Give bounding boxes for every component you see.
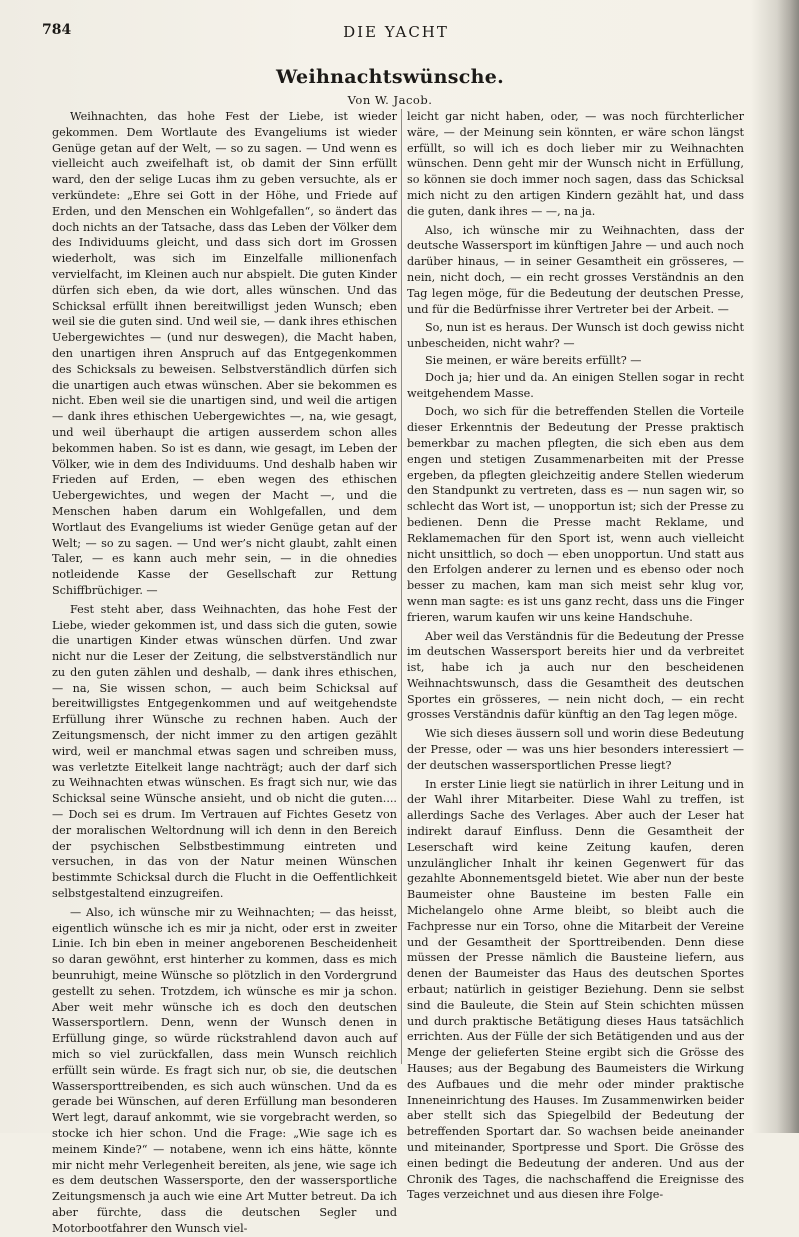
paragraph: In erster Linie liegt sie natürlich in ihrer Leitung und in der Wahl ihrer Mitarbeiter. Diese Wahl zu treffen, ist allerdings Sache des Verlages. Aber auch der Leser hat indirekt darauf Einfluss. Denn die Gesamtheit der Leserschaft wird keine Zeitung kaufen, deren unzulänglicher Inhalt ihr keinen Gegenwert für das gezahlte Abonnementsgeld bietet. Wie aber nun der beste Baumeister ohne Bausteine im besten Falle ein Michelangelo ohne Arme bleibt, so bleibt auch die Fachpresse nur ein Torso, ohne die Mitarbeit der Vereine und der Gesamtheit der Sporttreibenden. Denn diese müssen der Presse nämlich die Bausteine liefern, aus denen der Baumeister das Haus des deutschen Sportes erbaut; natürlich in geistiger Beziehung. Denn sie selbst sind die Bauleute, die Stein auf Stein schichten müssen und durch praktische Betätigung dieses Haus tatsächlich errichten. Aus der Fülle der sich Betätigenden und aus der Menge der gelieferten Steine ergibt sich die Grösse des Hauses; aus der Begabung des Baumeisters die Wirkung des Aufbaues und die mehr oder minder praktische Inneneinrichtung des Hauses. Im Zusammenwirken beider aber stellt sich das Spiegelbild der Bedeutung der betreffenden Sportart dar. So wachsen beide aneinander und miteinander, Sportpresse und Sport. Die Grösse des einen bedingt die Bedeutung der anderen. Und aus der Chronik des Tages, die nachschaffend die Ereignisse des Tages verzeichnet und aus diesen ihre Folge- [407,777,744,1202]
paragraph: Fest steht aber, dass Weihnachten, das hohe Fest der Liebe, wieder gekommen ist, und dass sich die guten, sowie die unartigen Kinder etwas wünschen dürfen. Und zwar nicht nur die Leser der Zeitung, die selbstverständlich nur zu den guten zählen und deshalb, — dank ihres ethischen, — na, Sie wissen schon, — auch beim Schicksal auf bereitwilligstes Entgegenkommen und auf weitgehendste Erfüllung ihrer Wünsche zu rechnen haben. Auch der Zeitungsmensch, der nicht immer zu den artigen gezählt wird, weil er manchmal etwas sagen und schreiben muss, was verletzte Eitelkeit lange nachträgt; auch der darf sich zu Weihnachten etwas wünschen. Es fragt sich nur, wie das Schicksal seine Wünsche ansieht, und ob nicht die guten.... — Doch sei es drum. Im Vertrauen auf Fichtes Gesetz von der moralischen Weltordnung will ich denn in den Bereich der psychischen Selbstbestimmung eintreten und versuchen, in das von der Natur meinen Wünschen bestimmte Schicksal durch die Flucht in die Oeffentlichkeit selbstgestaltend einzugreifen. [52,602,397,901]
page-edge-shadow [777,0,799,1133]
paragraph: leicht gar nicht haben, oder, — was noch fürchterlicher wäre, — der Meinung sein könnten, er wäre schon längst erfüllt, so will ich es doch lieber mir zu Weihnachten wünschen. Denn geht mir der Wunsch nicht in Erfüllung, so können sie doch immer noch sagen, dass das Schicksal mich nicht zu den artigen Kindern gezählt hat, und dass die guten, dank ihres — —, na ja. [407,110,744,218]
page-header [36,20,756,44]
column-divider [401,109,402,1064]
paragraph: Weihnachten, das hohe Fest der Liebe, ist wieder gekommen. Dem Wortlaute des Evangeliums ist wieder Genüge getan auf der Welt, — so zu sagen. — Und wenn es vielleicht auch zweifelhaft ist, ob damit der Sinn erfüllt ward, den der selige Lucas ihm zu geben versuchte, als er verkündete: „Ehre sei Gott in der Höhe, und Friede auf Erden, und den Menschen ein Wohlgefallen“, so ändert das doch nichts an der Tatsache, dass das Leben der Völker dem des Individuums gleicht, und dass sich dort im Grossen wiederholt, was sich im Einzelfalle millionenfach vervielfacht, im Kleinen auch nur abspielt. Die guten Kinder dürfen sich eben, da wie dort, alles wünschen. Und das Schicksal erfüllt ihnen bereitwilligst jeden Wunsch; eben weil sie die guten sind. Und weil sie, — dank ihres ethischen Uebergewichtes — (und nur deswegen), die Macht haben, den unartigen ihren Anspruch auf das Entgegenkommen des Schicksals zu beweisen. Selbstverständlich dürfen sich die unartigen auch etwas wünschen. Aber sie bekommen es nicht. Eben weil sie die unartigen sind, und weil die artigen — dank ihres ethischen Uebergewichtes —, na, wie gesagt, und weil überhaupt die artigen ausserdem schon alles bekommen haben. So ist es dann, wie gesagt, im Leben der Völker, wie in dem des Individuums. Und deshalb haben wir Frieden auf Erden, — eben wegen des ethischen Uebergewichtes, und wegen der Macht —, und die Menschen haben darum ein Wohlgefallen, und dem Wortlaut des Evangeliums ist wieder Genüge getan auf der Welt; — so zu sagen. — Und wer’s nicht glaubt, zahlt einen Taler, — es kann auch mehr sein, — in die ohnedies notleidende Kasse der Gesellschaft zur Rettung Schiffbrüchiger. — [52,110,397,597]
paragraph: Doch ja; hier und da. An einigen Stellen sogar in recht weitgehendem Masse. [407,370,744,400]
paragraph: Also, ich wünsche mir zu Weihnachten, dass der deutsche Wassersport im künftigen Jahre — und auch noch darüber hinaus, — in seiner Gesamtheit ein grösseres, — nein, nicht doch, — ein recht grosses Verständnis an den Tag legen möge, für die Bedeutung der deutschen Presse, und für die Bedürfnisse ihrer Vertreter bei der Arbeit. — [407,223,744,316]
article-byline: Von W. Jacob. [347,93,433,107]
left-column [52,109,397,1235]
paragraph: Sie meinen, er wäre bereits erfüllt? — [425,353,642,367]
paragraph: Aber weil das Verständnis für die Bedeutung der Presse im deutschen Wassersport bereits hier und da verbreitet ist, habe ich ja auch nur den bescheidenen Weihnachtswunsch, dass die Gesamtheit des deutschen Sportes ein grösseres, — nein nicht doch, — ein recht grosses Verständnis dafür künftig an den Tag legen möge. [407,629,744,722]
page-number: 784 [42,22,72,38]
paragraph: Doch, wo sich für die betreffenden Stellen die Vorteile dieser Erkenntnis der Bedeutung der Presse praktisch bemerkbar zu machen pflegten, die sich eben aus dem engen und stetigen Zusammenarbeiten mit der Presse ergeben, da pflegten gleichzeitig andere Stellen wiederum den Standpunkt zu vertreten, dass es — nun sagen wir, so schlecht das Wort ist, — unopportun ist; sich der Presse zu bedienen. Denn die Presse macht Reklame, und Reklamemachen für den Sport ist, wenn auch vielleicht nicht unsittlich, so doch — eben unopportun. Und statt aus den Erfolgen anderer zu lernen und es ebenso oder noch besser zu machen, kam man sich meist sehr klug vor, wenn man sagte: es ist uns ganz recht, dass uns die Finger frieren, warum kaufen wir uns keine Handschuhe. [407,405,744,624]
journal-title: DIE YACHT [343,23,449,41]
right-column [407,109,744,1202]
paragraph: Wie sich dieses äussern soll und worin diese Bedeutung der Presse, oder — was uns hier besonders interessiert — der deutschen wassersportlichen Presse liegt? [407,727,744,772]
paragraph: So, nun ist es heraus. Der Wunsch ist doch gewiss nicht unbescheiden, nicht wahr? — [407,321,744,351]
paragraph: — Also, ich wünsche mir zu Weihnachten; — das heisst, eigentlich wünsche ich es mir ja nicht, oder erst in zweiter Linie. Ich bin eben in meiner angeborenen Bescheidenheit so daran gewöhnt, erst hinterher zu kommen, dass es mich beunruhigt, meine Wünsche so plötzlich in den Vordergrund gestellt zu sehen. Trotzdem, ich wünsche es mir ja schon. Aber weit mehr wünsche ich es doch den deutschen Wassersportlern. Denn, wenn der Wunsch denen in Erfüllung ginge, so würde rückstrahlend davon auch auf mich so viel zurückfallen, dass mein Wunsch reichlich erfüllt sein würde. Es fragt sich nur, ob sie, die deutschen Wassersporttreibenden, es sich auch wünschen. Und da es gerade bei Wünschen, auf deren Erfüllung man besonderen Wert legt, darauf ankommt, wie sie vorgebracht werden, so stocke ich hier schon. Und die Frage: „Wie sage ich es meinem Kinde?“ — notabene, wenn ich eins hätte, könnte mir nicht mehr Verlegenheit bereiten, als jene, wie sage ich es dem deutschen Wassersporte, den der wassersportliche Zeitungsmensch ja auch wie eine Art Mutter betreut. Da ich aber fürchte, dass die deutschen Segler und Motorbootfahrer den Wunsch viel- [52,905,397,1235]
article-title: Weihnachtswünsche. [275,66,505,88]
